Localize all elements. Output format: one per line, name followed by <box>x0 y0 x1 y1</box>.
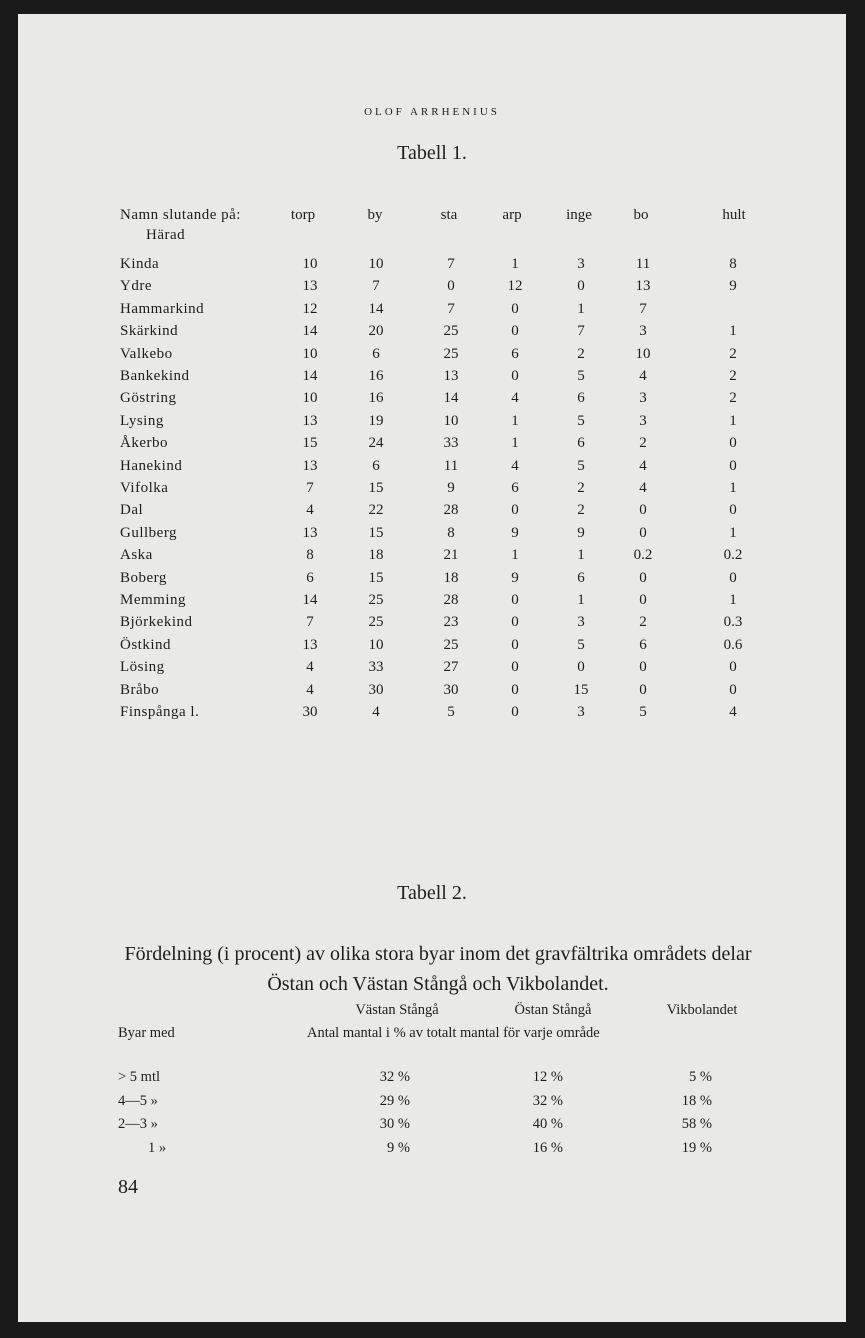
table2-row-label: 1 » <box>148 1139 167 1156</box>
table1-cell: 10 <box>368 256 384 272</box>
table1-row <box>18 477 846 499</box>
table1-cell: 10 <box>302 256 318 272</box>
table1-cell: 14 <box>302 323 318 340</box>
page-number: 84 <box>118 1176 138 1198</box>
table1-cell: 3 <box>639 390 647 407</box>
table1-cell: 0 <box>639 569 647 586</box>
table2-cell: 32 % <box>379 1069 410 1085</box>
table1-header-row <box>18 204 846 226</box>
table1-cell: 0 <box>639 592 647 608</box>
table1-cell: 1 <box>511 435 519 452</box>
table1-col-header: sta <box>440 207 458 223</box>
table1-row-name: Dal <box>120 502 144 519</box>
table1-cell: 0 <box>577 278 585 295</box>
table1-row-name: Gullberg <box>120 524 178 541</box>
table1-cell: 1 <box>577 547 585 564</box>
table1-row <box>18 275 846 297</box>
table1-row <box>18 455 846 477</box>
table1-cell: 28 <box>443 592 459 608</box>
table1-cell: 1 <box>729 524 737 541</box>
table1-cell: 25 <box>368 614 384 631</box>
table1-cell: 33 <box>368 659 384 676</box>
table1-cell: 28 <box>443 502 459 519</box>
table2-cell: 19 % <box>681 1139 712 1156</box>
table1-cell: 10 <box>635 345 651 362</box>
table1-cell: 0 <box>511 704 519 720</box>
table1-cell: 1 <box>577 592 585 608</box>
table1-cell: 0.6 <box>723 636 743 653</box>
table2-cell: 9 % <box>387 1139 410 1156</box>
table1-cell: 18 <box>368 547 384 564</box>
table1-cell: 24 <box>368 435 384 452</box>
table1-row-name: Ydre <box>120 278 152 295</box>
table1-cell: 13 <box>302 412 318 429</box>
table1-cell: 8 <box>447 524 455 541</box>
table1-cell: 0 <box>511 592 519 608</box>
table1-cell: 0 <box>729 681 737 698</box>
table1-cell: 1 <box>729 592 737 608</box>
table1-cell: 11 <box>635 256 651 272</box>
table1-cell: 13 <box>443 368 459 384</box>
table1-cell: 15 <box>368 524 384 541</box>
table1-cell: 6 <box>577 569 585 586</box>
table1-row <box>18 701 846 723</box>
table2-row-label: 2—3 » <box>118 1116 158 1132</box>
table2-cell: 32 % <box>532 1092 563 1109</box>
table1-cell: 0 <box>511 636 519 653</box>
table1-cell: 15 <box>302 435 318 452</box>
table1-row <box>18 522 846 544</box>
table2-header-row <box>18 998 846 1022</box>
table1-cell: 9 <box>511 524 519 541</box>
table1-row <box>18 298 846 320</box>
table1-cell: 7 <box>372 278 380 295</box>
running-head: OLOF ARRHENIUS <box>364 106 500 118</box>
table1-row <box>18 253 846 275</box>
table1-cell: 2 <box>577 345 585 362</box>
table1-cell: 14 <box>368 300 384 317</box>
table2-row <box>18 1136 846 1160</box>
table1-cell: 13 <box>302 636 318 653</box>
table1-row-name: Kinda <box>120 256 160 272</box>
table2-row <box>18 1065 846 1089</box>
table1-cell: 4 <box>372 704 380 720</box>
table2-row <box>18 1112 846 1136</box>
table1-cell: 1 <box>729 412 737 429</box>
table1-cell: 5 <box>577 636 585 653</box>
table1-cell: 13 <box>302 524 318 541</box>
table1-cell: 1 <box>511 547 519 564</box>
table1-cell: 14 <box>302 592 318 608</box>
table1-cell: 0 <box>729 569 737 586</box>
table1-row-name: Hanekind <box>120 457 183 474</box>
table1-row-name: Bankekind <box>120 368 190 384</box>
table1-cell: 3 <box>639 412 647 429</box>
table2-cell: 18 % <box>681 1092 712 1109</box>
table1-row <box>18 499 846 521</box>
table2-row <box>18 1089 846 1113</box>
table1-row <box>18 567 846 589</box>
table1-cell: 2 <box>577 502 585 519</box>
table1-row-name: Finspånga l. <box>120 704 200 720</box>
table1-cell: 4 <box>639 480 647 496</box>
table1-cell: 7 <box>306 614 314 631</box>
table1-cell: 9 <box>577 524 585 541</box>
table2-row-header: Byar med <box>118 1025 175 1041</box>
table1-col-header: bo <box>633 207 649 223</box>
table1-cell: 30 <box>443 681 459 698</box>
table1-header-sub: Härad <box>146 227 186 243</box>
table1-cell: 0 <box>639 524 647 541</box>
table1-cell: 25 <box>443 636 459 653</box>
table1-cell: 1 <box>729 323 737 340</box>
table1-cell: 9 <box>447 480 455 496</box>
table1-row-name: Skärkind <box>120 323 179 340</box>
table1-cell: 16 <box>368 368 384 384</box>
table1-cell: 4 <box>511 390 519 407</box>
table1-cell: 30 <box>302 704 318 720</box>
table1-cell: 6 <box>511 480 519 496</box>
table1-cell: 7 <box>577 323 585 340</box>
table1-cell: 0 <box>577 659 585 676</box>
table1-cell: 0 <box>639 502 647 519</box>
table2-subheader-row <box>18 1021 846 1045</box>
table1-cell: 0 <box>729 435 737 452</box>
table2-cell: 16 % <box>532 1139 563 1156</box>
table1-cell: 15 <box>368 569 384 586</box>
table1-cell: 10 <box>443 412 459 429</box>
table1-cell: 6 <box>577 435 585 452</box>
table2-row-label: > 5 mtl <box>118 1069 161 1085</box>
table1-cell: 0 <box>511 323 519 340</box>
table1-cell: 14 <box>302 368 318 384</box>
table2-title: Tabell 2. <box>397 882 467 904</box>
table1-cell: 0 <box>729 659 737 676</box>
table1-cell: 4 <box>729 704 737 720</box>
table1-cell: 3 <box>639 323 647 340</box>
table1-row <box>18 320 846 342</box>
table1-cell: 9 <box>511 569 519 586</box>
table2-row-label: 4—5 » <box>118 1092 158 1109</box>
table1-row <box>18 656 846 678</box>
table1-cell: 0 <box>447 278 455 295</box>
table1-cell: 2 <box>729 390 737 407</box>
table1-cell: 7 <box>447 300 455 317</box>
table1-cell: 10 <box>302 345 318 362</box>
table2-cell: 29 % <box>379 1092 410 1109</box>
table1-cell: 9 <box>729 278 737 295</box>
table1-cell: 12 <box>302 300 318 317</box>
table1-cell: 0 <box>511 502 519 519</box>
table2-col-header: Västan Stångå <box>355 1002 439 1018</box>
table1-row-name: Hammarkind <box>120 300 205 317</box>
table2-col-header: Vikbolandet <box>666 1002 738 1018</box>
table1-row <box>18 343 846 365</box>
table1-row-name: Göstring <box>120 390 177 407</box>
table1-cell: 25 <box>368 592 384 608</box>
table1-cell: 7 <box>639 300 647 317</box>
table1-cell: 4 <box>639 457 647 474</box>
table1-cell: 2 <box>639 435 647 452</box>
table1-cell: 18 <box>443 569 459 586</box>
table1-row-name: Östkind <box>120 636 172 653</box>
table1-row-name: Vifolka <box>120 480 169 496</box>
table1-cell: 10 <box>302 390 318 407</box>
table1-cell: 4 <box>511 457 519 474</box>
table1-cell: 4 <box>639 368 647 384</box>
table1-row-name: Valkebo <box>120 345 173 362</box>
table1-cell: 1 <box>577 300 585 317</box>
table1-cell: 2 <box>639 614 647 631</box>
table1-cell: 1 <box>511 412 519 429</box>
table2-cell: 40 % <box>532 1116 563 1132</box>
table2-cell: 5 % <box>689 1069 712 1085</box>
table1-cell: 20 <box>368 323 384 340</box>
table1-cell: 5 <box>639 704 647 720</box>
table1-cell: 25 <box>443 323 459 340</box>
table1-cell: 13 <box>302 457 318 474</box>
table1-cell: 6 <box>577 390 585 407</box>
table1-cell: 3 <box>577 256 585 272</box>
table1-cell: 11 <box>443 457 459 474</box>
table1-row <box>18 589 846 611</box>
table1-cell: 21 <box>443 547 459 564</box>
table2-description: Fördelning (i procent) av olika stora byar inom det gravfältrika områdets delar Östan och Västan Stångå och Vikbolandet. <box>124 943 752 995</box>
table1-header-label: Namn slutande på: <box>120 207 241 223</box>
table1-cell: 0.2 <box>633 547 653 564</box>
table1-col-header: by <box>367 207 383 223</box>
table1-cell: 23 <box>443 614 459 631</box>
table1-row-name: Memming <box>120 592 186 608</box>
table1-cell: 6 <box>639 636 647 653</box>
table1-cell: 6 <box>306 569 314 586</box>
table1-cell: 5 <box>577 457 585 474</box>
table1-col-header: inge <box>566 207 592 223</box>
table1-col-header: torp <box>290 207 316 223</box>
table1-cell: 0 <box>511 681 519 698</box>
table2-cell: 30 % <box>379 1116 410 1132</box>
table1-row <box>18 387 846 409</box>
table1-cell: 0 <box>511 659 519 676</box>
table1-cell: 5 <box>577 412 585 429</box>
table1-cell: 3 <box>577 614 585 631</box>
table1-row-name: Aska <box>120 547 153 564</box>
table1-cell: 12 <box>507 278 523 295</box>
table1-cell: 15 <box>573 681 589 698</box>
table1-cell: 4 <box>306 502 314 519</box>
table1-cell: 2 <box>729 345 737 362</box>
table1-cell: 0 <box>511 614 519 631</box>
table1-cell: 0.3 <box>723 614 743 631</box>
table1-row <box>18 410 846 432</box>
table1-cell: 0 <box>729 457 737 474</box>
table1-row <box>18 544 846 566</box>
table1-cell: 4 <box>306 681 314 698</box>
table1-cell: 1 <box>729 480 737 496</box>
table1-cell: 5 <box>447 704 455 720</box>
table1-cell: 8 <box>306 547 314 564</box>
table1-row <box>18 432 846 454</box>
table1-cell: 22 <box>368 502 384 519</box>
table2-cell: 58 % <box>681 1116 712 1132</box>
table1-cell: 6 <box>511 345 519 362</box>
table1-cell: 7 <box>306 480 314 496</box>
table1-cell: 0 <box>511 300 519 317</box>
table1-cell: 1 <box>511 256 519 272</box>
table1-cell: 19 <box>368 412 384 429</box>
table1-cell: 25 <box>443 345 459 362</box>
table1-row-name: Lysing <box>120 412 164 429</box>
table2-subheader: Antal mantal i % av totalt mantal för varje område <box>307 1025 600 1041</box>
table1-cell: 0 <box>639 681 647 698</box>
table1-cell: 2 <box>729 368 737 384</box>
table1-row-name: Lösing <box>120 659 165 676</box>
table1-cell: 33 <box>443 435 459 452</box>
table2-cell: 12 % <box>532 1069 563 1085</box>
table1-cell: 3 <box>577 704 585 720</box>
table1-row <box>18 611 846 633</box>
table1-cell: 2 <box>577 480 585 496</box>
table1-row-name: Bråbo <box>120 681 160 698</box>
table1-cell: 5 <box>577 368 585 384</box>
table1-cell: 4 <box>306 659 314 676</box>
table1-cell: 0 <box>511 368 519 384</box>
table1-cell: 6 <box>372 457 380 474</box>
table1-cell: 7 <box>447 256 455 272</box>
table1-cell: 14 <box>443 390 459 407</box>
table1-cell: 30 <box>368 681 384 698</box>
book-page <box>18 14 846 1322</box>
table1-col-header: arp <box>502 207 522 223</box>
table1-row-name: Björkekind <box>120 614 193 631</box>
table1-cell: 8 <box>729 256 737 272</box>
table1-cell: 16 <box>368 390 384 407</box>
table1-cell: 0 <box>729 502 737 519</box>
table1-cell: 15 <box>368 480 384 496</box>
table1-cell: 0.2 <box>723 547 743 564</box>
table1-row-name: Åkerbo <box>120 435 168 452</box>
table1-row <box>18 634 846 656</box>
table1-cell: 13 <box>302 278 318 295</box>
table1-row <box>18 365 846 387</box>
table1-cell: 6 <box>372 345 380 362</box>
table1-cell: 27 <box>443 659 459 676</box>
table1-col-header: hult <box>722 207 746 223</box>
table2-col-header: Östan Stångå <box>514 1002 592 1018</box>
table1-cell: 13 <box>635 278 651 295</box>
table1-cell: 10 <box>368 636 384 653</box>
table1-row-name: Boberg <box>120 569 167 586</box>
table1-title: Tabell 1. <box>397 142 467 164</box>
table1-cell: 0 <box>639 659 647 676</box>
table1-row <box>18 679 846 701</box>
